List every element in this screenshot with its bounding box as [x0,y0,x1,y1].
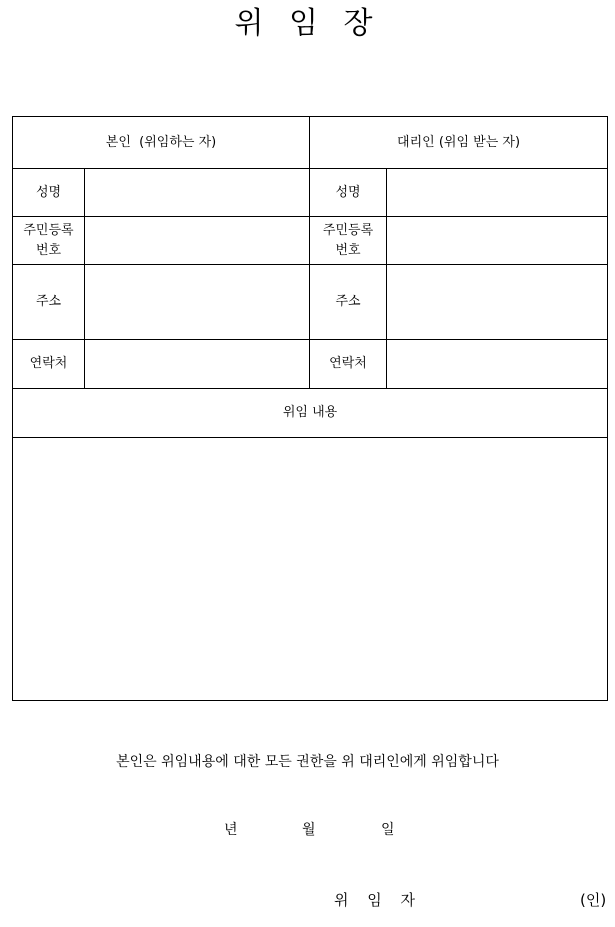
delegation-statement: 본인은 위임내용에 대한 모든 권한을 위 대리인에게 위임합니다 [116,754,499,770]
delegation-form-table [12,116,608,701]
principal-name-field[interactable] [85,169,310,217]
principal-contact-field[interactable] [85,340,310,389]
delegation-content-header: 위임 내용 [13,389,608,438]
principal-name-label: 성명 [13,169,85,217]
agent-contact-label: 연락처 [310,340,387,389]
day-label: 일 [381,822,395,838]
name-row [13,169,608,217]
address-row [13,265,608,340]
principal-header: 본인 (위임하는 자) [13,117,310,169]
party-header-row [13,117,608,169]
month-label: 월 [302,822,316,838]
agent-rrn-field[interactable] [387,217,608,265]
principal-signature-label: 위 임 자 [334,891,423,909]
delegation-content-field[interactable] [13,438,608,701]
principal-address-field[interactable] [85,265,310,340]
principal-address-label: 주소 [13,265,85,340]
principal-rrn-label [13,217,85,265]
agent-address-label: 주소 [310,265,387,340]
agent-header: 대리인 (위임 받는 자) [310,117,608,169]
rrn-label-line2: 번호 [35,242,62,258]
agent-rrn-label [310,217,387,265]
delegation-content-row [13,438,608,701]
document-title: 위 임 장 [234,6,381,41]
principal-rrn-field[interactable] [85,217,310,265]
rrn-label-line1: 주민등록 [322,222,374,238]
contact-row [13,340,608,389]
principal-contact-label: 연락처 [13,340,85,389]
seal-mark: (인) [580,891,607,909]
delegation-header-row [13,389,608,438]
rrn-row [13,217,608,265]
agent-name-label: 성명 [310,169,387,217]
agent-name-field[interactable] [387,169,608,217]
date-line [0,818,615,842]
agent-contact-field[interactable] [387,340,608,389]
agent-address-field[interactable] [387,265,608,340]
rrn-label-line1: 주민등록 [23,222,74,238]
year-label: 년 [224,822,238,838]
rrn-label-line2: 번호 [335,242,361,258]
